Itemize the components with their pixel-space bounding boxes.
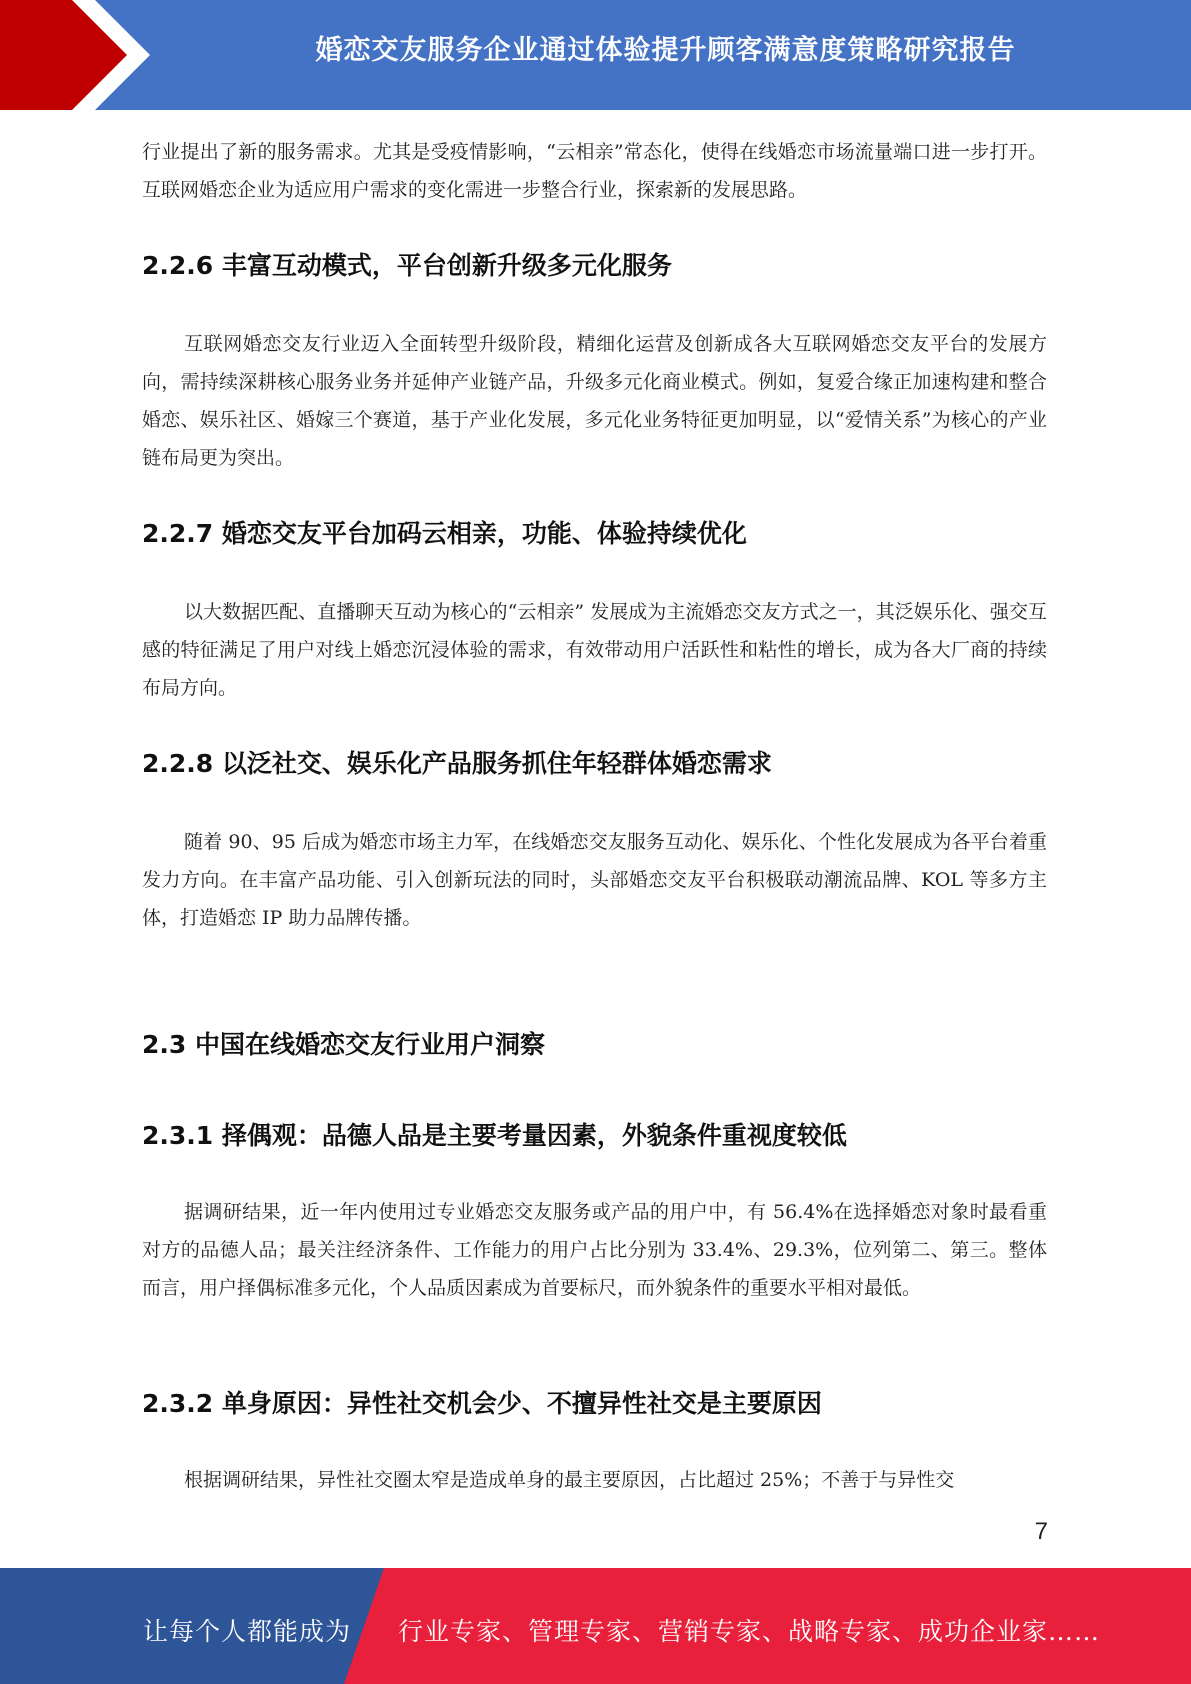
header-arrow-icon [0, 0, 160, 110]
section-paragraph-2-2-6: 互联网婚恋交友行业迈入全面转型升级阶段，精细化运营及创新成各大互联网婚恋交友平台的发展方向，需持续深耕核心服务业务并延伸产业链产品，升级多元化商业模式。例如，复爱合缘正加速构建和整合婚恋、娱乐社区、婚嫁三个赛道，基于产业化发展，多元化业务特征更加明显，以“爱情关系”为核心的产业链布局更为突出。 [142, 333, 1047, 469]
footer-slogan-right: 行业专家、管理专家、营销专家、战略专家、成功企业家…… [398, 1617, 1101, 1646]
footer-slogan-left: 让每个人都能成为 [143, 1617, 352, 1646]
section-heading-2-3-1: 2.3.1 择偶观：品德人品是主要考量因素，外貌条件重视度较低 [142, 1121, 847, 1150]
intro-paragraph: 行业提出了新的服务需求。尤其是受疫情影响，“云相亲”常态化，使得在线婚恋市场流量端口进一步打开。互联网婚恋企业为适应用户需求的变化需进一步整合行业，探索新的发展思路。 [142, 141, 1047, 201]
page-header [0, 0, 1191, 110]
section-paragraph-2-2-7: 以大数据匹配、直播聊天互动为核心的“云相亲” 发展成为主流婚恋交友方式之一，其泛娱乐化、强交互感的特征满足了用户对线上婚恋沉浸体验的需求，有效带动用户活跃性和粘性的增长，成为各大厂商的持续布局方向。 [142, 601, 1047, 699]
section-heading-2-2-8: 2.2.8 以泛社交、娱乐化产品服务抓住年轻群体婚恋需求 [142, 749, 772, 778]
section-heading-2-3: 2.3 中国在线婚恋交友行业用户洞察 [142, 1030, 545, 1059]
section-paragraph-2-2-8: 随着 90、95 后成为婚恋市场主力军，在线婚恋交友服务互动化、娱乐化、个性化发展成为各平台着重发力方向。在丰富产品功能、引入创新玩法的同时，头部婚恋交友平台积极联动潮流品牌、KOL 等多方主体，打造婚恋 IP 助力品牌传播。 [142, 831, 1047, 929]
section-paragraph-2-3-2: 根据调研结果，异性社交圈太窄是造成单身的最主要原因，占比超过 25%；不善于与异性交 [184, 1469, 955, 1491]
report-title: 婚恋交友服务企业通过体验提升顾客满意度策略研究报告 [315, 35, 1016, 66]
page-footer [0, 1568, 1191, 1684]
section-heading-2-2-7: 2.2.7 婚恋交友平台加码云相亲，功能、体验持续优化 [142, 519, 747, 548]
section-heading-2-2-6: 2.2.6 丰富互动模式，平台创新升级多元化服务 [142, 251, 672, 280]
section-paragraph-2-3-1: 据调研结果，近一年内使用过专业婚恋交友服务或产品的用户中，有 56.4%在选择婚恋对象时最看重对方的品德人品；最关注经济条件、工作能力的用户占比分别为 33.4%、29.3%，位列第二、第三。整体而言，用户择偶标准多元化，个人品质因素成为首要标尺，而外貌条件的重要水平相对最低。 [142, 1201, 1047, 1299]
page-number: 7 [1034, 1518, 1048, 1545]
section-heading-2-3-2: 2.3.2 单身原因：异性社交机会少、不擅异性社交是主要原因 [142, 1389, 822, 1418]
